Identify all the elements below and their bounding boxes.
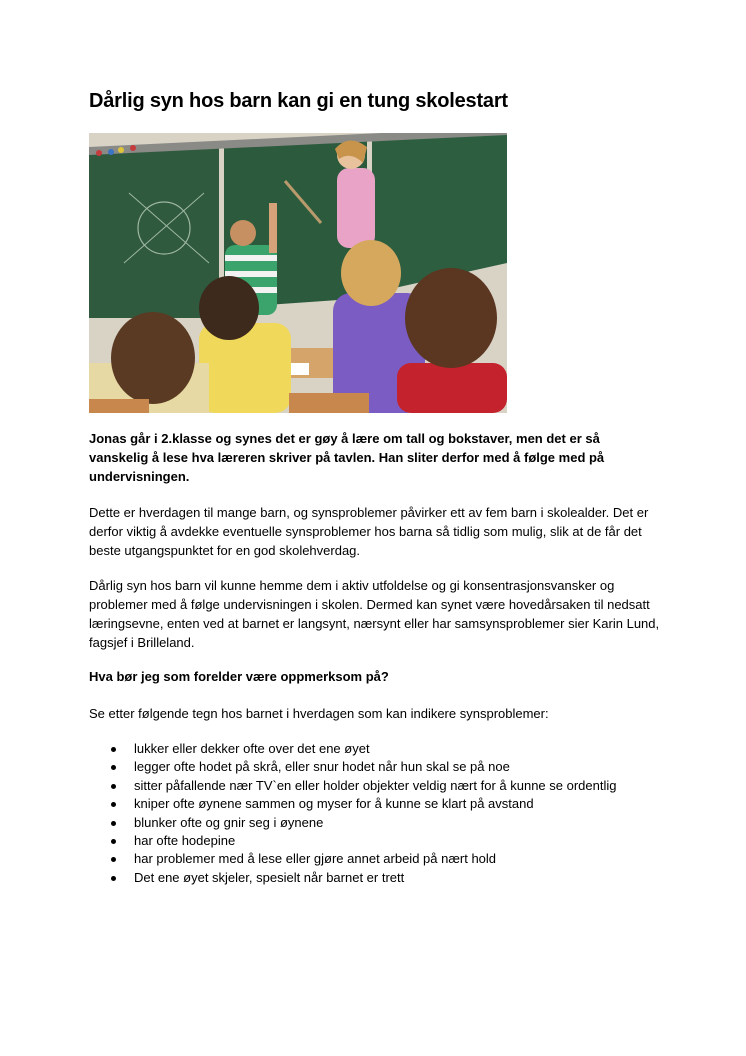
list-item: sitter påfallende nær TV`en eller holder objekter veldig nært for å kunne se ordentlig: [89, 777, 616, 795]
signs-list: [89, 740, 616, 887]
bullet-icon: [111, 876, 116, 881]
article-lead: Jonas går i 2.klasse og synes det er gøy å lære om tall og bokstaver, men det er så vanskelig å lese hva læreren skriver på tavlen. Han sliter derfor med å følge med på undervisningen.: [89, 431, 605, 484]
subheading: Hva bør jeg som forelder være oppmerksom på?: [89, 669, 389, 684]
bullet-icon: [111, 765, 116, 770]
article-title: Dårlig syn hos barn kan gi en tung skolestart: [89, 90, 508, 112]
list-intro: Se etter følgende tegn hos barnet i hverdagen som kan indikere synsproblemer:: [89, 706, 549, 721]
list-item: blunker ofte og gnir seg i øynene: [89, 814, 616, 832]
list-item: Det ene øyet skjeler, spesielt når barnet er trett: [89, 869, 616, 887]
list-item: lukker eller dekker ofte over det ene øyet: [89, 740, 616, 758]
paragraph-1: Dette er hverdagen til mange barn, og synsproblemer påvirker ett av fem barn i skolealder. Det er derfor viktig å avdekke eventuelle synsproblemer hos barna så tidlig som mulig, slik at de får det beste utgangspunktet for en god skolehverdag.: [89, 505, 649, 558]
bullet-icon: [111, 802, 116, 807]
list-item: legger ofte hodet på skrå, eller snur hodet når hun skal se på noe: [89, 758, 616, 776]
paragraph-2: Dårlig syn hos barn vil kunne hemme dem i aktiv utfoldelse og gi konsentrasjonsvansker og problemer med å følge undervisningen i skolen. Dermed kan synet være hovedårsaken til nedsatt læringsevne, enten ved at barnet er langsynt, nærsynt eller har samsynsproblemer sier Karin Lund, fagsjef i Brilleland.: [89, 578, 660, 650]
bullet-icon: [111, 857, 116, 862]
bullet-icon: [111, 784, 116, 789]
bullet-icon: [111, 821, 116, 826]
bullet-icon: [111, 747, 116, 752]
classroom-photo: [89, 133, 507, 413]
list-item: har ofte hodepine: [89, 832, 616, 850]
list-item: kniper ofte øynene sammen og myser for å kunne se klart på avstand: [89, 795, 616, 813]
list-item: har problemer med å lese eller gjøre annet arbeid på nært hold: [89, 850, 616, 868]
bullet-icon: [111, 839, 116, 844]
